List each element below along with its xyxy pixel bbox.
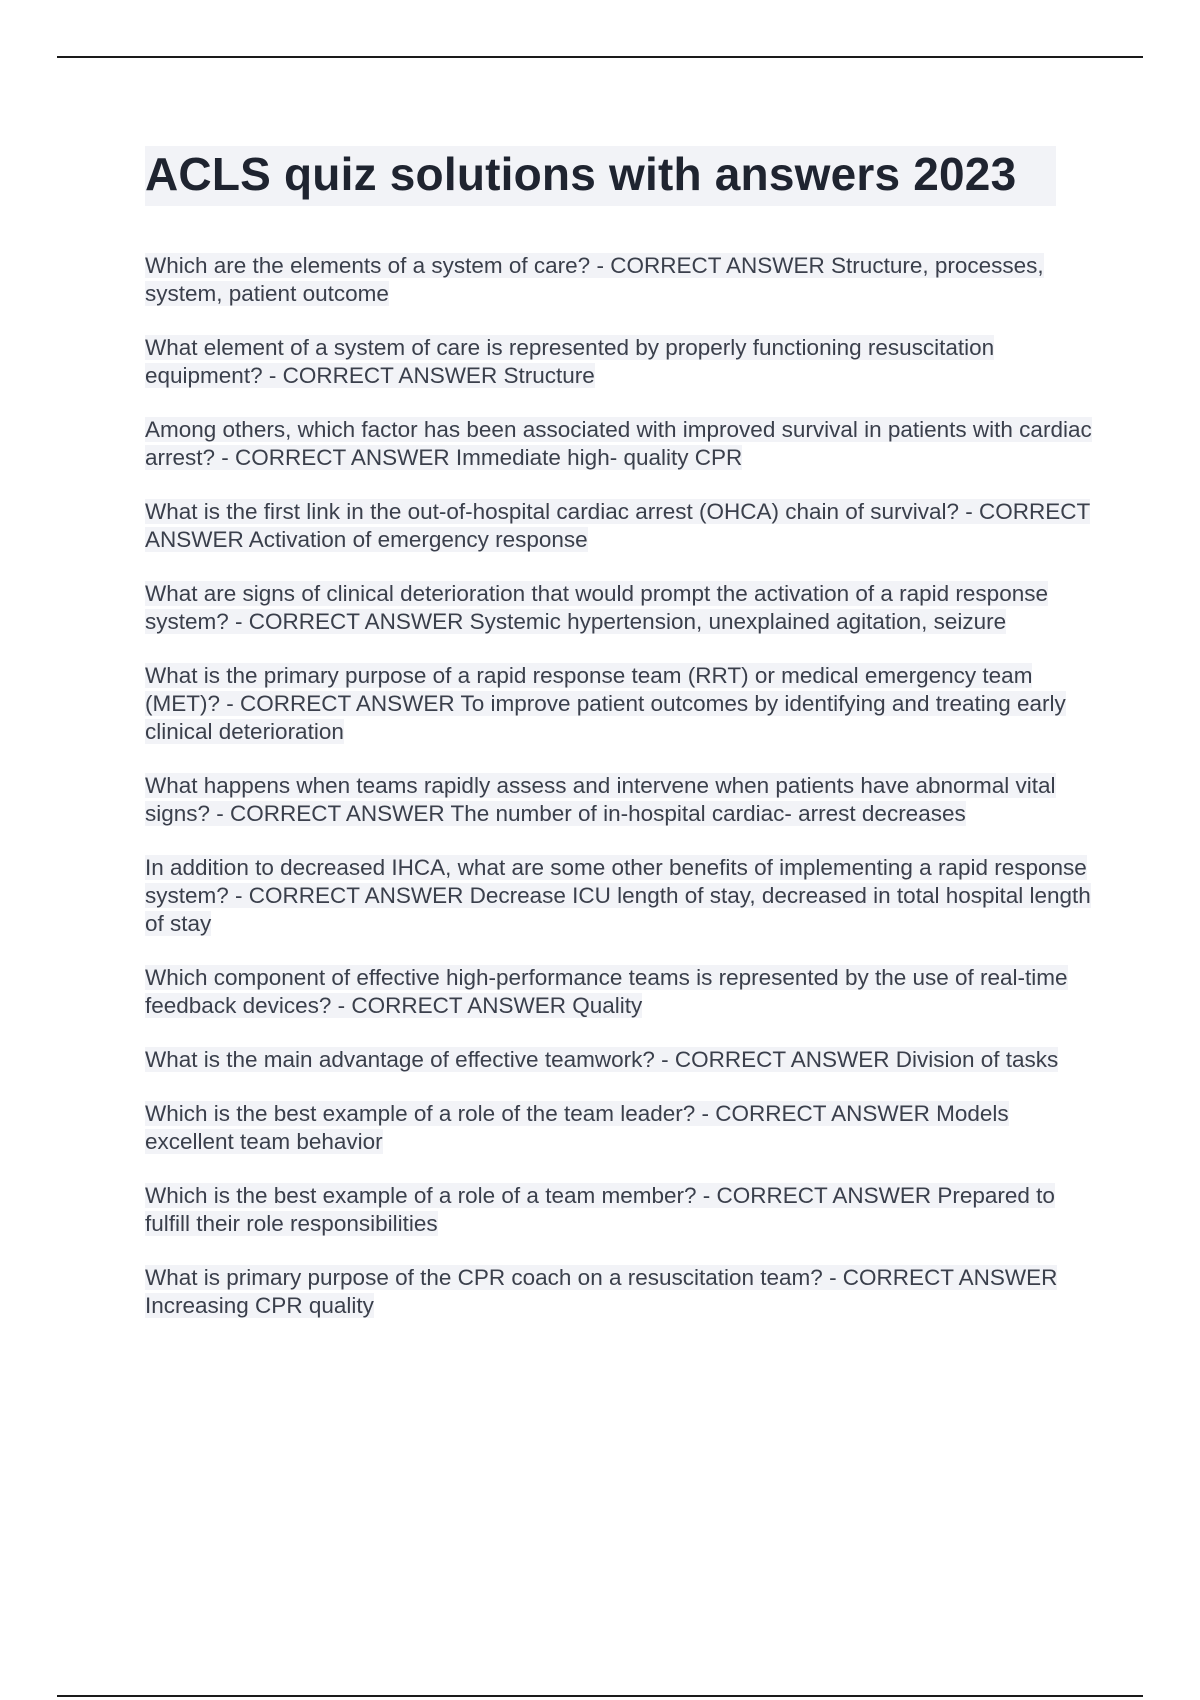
qa-item [145,1100,1095,1156]
qa-item-text: What is primary purpose of the CPR coach on a resuscitation team? - CORRECT ANSWER Increasing CPR quality [145,1265,1058,1318]
document-body [145,146,1095,1346]
qa-item-text: Which is the best example of a role of a team member? - CORRECT ANSWER Prepared to fulfill their role responsibilities [145,1183,1055,1236]
qa-item-text: What element of a system of care is represented by properly functioning resuscitation equipment? - CORRECT ANSWER Structure [145,335,995,388]
qa-item [145,1046,1095,1074]
qa-item [145,334,1095,390]
qa-item-text: What happens when teams rapidly assess and intervene when patients have abnormal vital signs? - CORRECT ANSWER The number of in-hospital cardiac- arrest decreases [145,773,1056,826]
qa-item-text: In addition to decreased IHCA, what are some other benefits of implementing a rapid response system? - CORRECT ANSWER Decrease ICU length of stay, decreased in total hospital length of stay [145,855,1091,936]
qa-item [145,580,1095,636]
qa-item [145,1182,1095,1238]
qa-item-text: What is the first link in the out-of-hospital cardiac arrest (OHCA) chain of survival? - CORRECT ANSWER Activation of emergency response [145,499,1091,552]
qa-item [145,662,1095,746]
document-title: ACLS quiz solutions with answers 2023 [145,146,1056,206]
qa-item [145,498,1095,554]
bottom-divider [57,1695,1143,1697]
qa-item-text: Which is the best example of a role of the team leader? - CORRECT ANSWER Models excellent team behavior [145,1101,1009,1154]
qa-item [145,854,1095,938]
qa-item [145,772,1095,828]
top-divider [57,56,1143,58]
qa-item-text: What is the primary purpose of a rapid response team (RRT) or medical emergency team (MET)? - CORRECT ANSWER To improve patient outcomes by identifying and treating early clinical deterioration [145,663,1066,744]
qa-item [145,1264,1095,1320]
qa-item-text: Among others, which factor has been associated with improved survival in patients with cardiac arrest? - CORRECT ANSWER Immediate high- quality CPR [145,417,1092,470]
qa-item [145,252,1095,308]
qa-item-text: What are signs of clinical deterioration that would prompt the activation of a rapid response system? - CORRECT ANSWER Systemic hypertension, unexplained agitation, seizure [145,581,1048,634]
qa-item-text: Which component of effective high-performance teams is represented by the use of real-time feedback devices? - CORRECT ANSWER Quality [145,965,1068,1018]
qa-item [145,416,1095,472]
qa-item-text: What is the main advantage of effective teamwork? - CORRECT ANSWER Division of tasks [145,1047,1059,1072]
qa-list [145,252,1095,1320]
qa-item-text: Which are the elements of a system of care? - CORRECT ANSWER Structure, processes, system, patient outcome [145,253,1044,306]
qa-item [145,964,1095,1020]
